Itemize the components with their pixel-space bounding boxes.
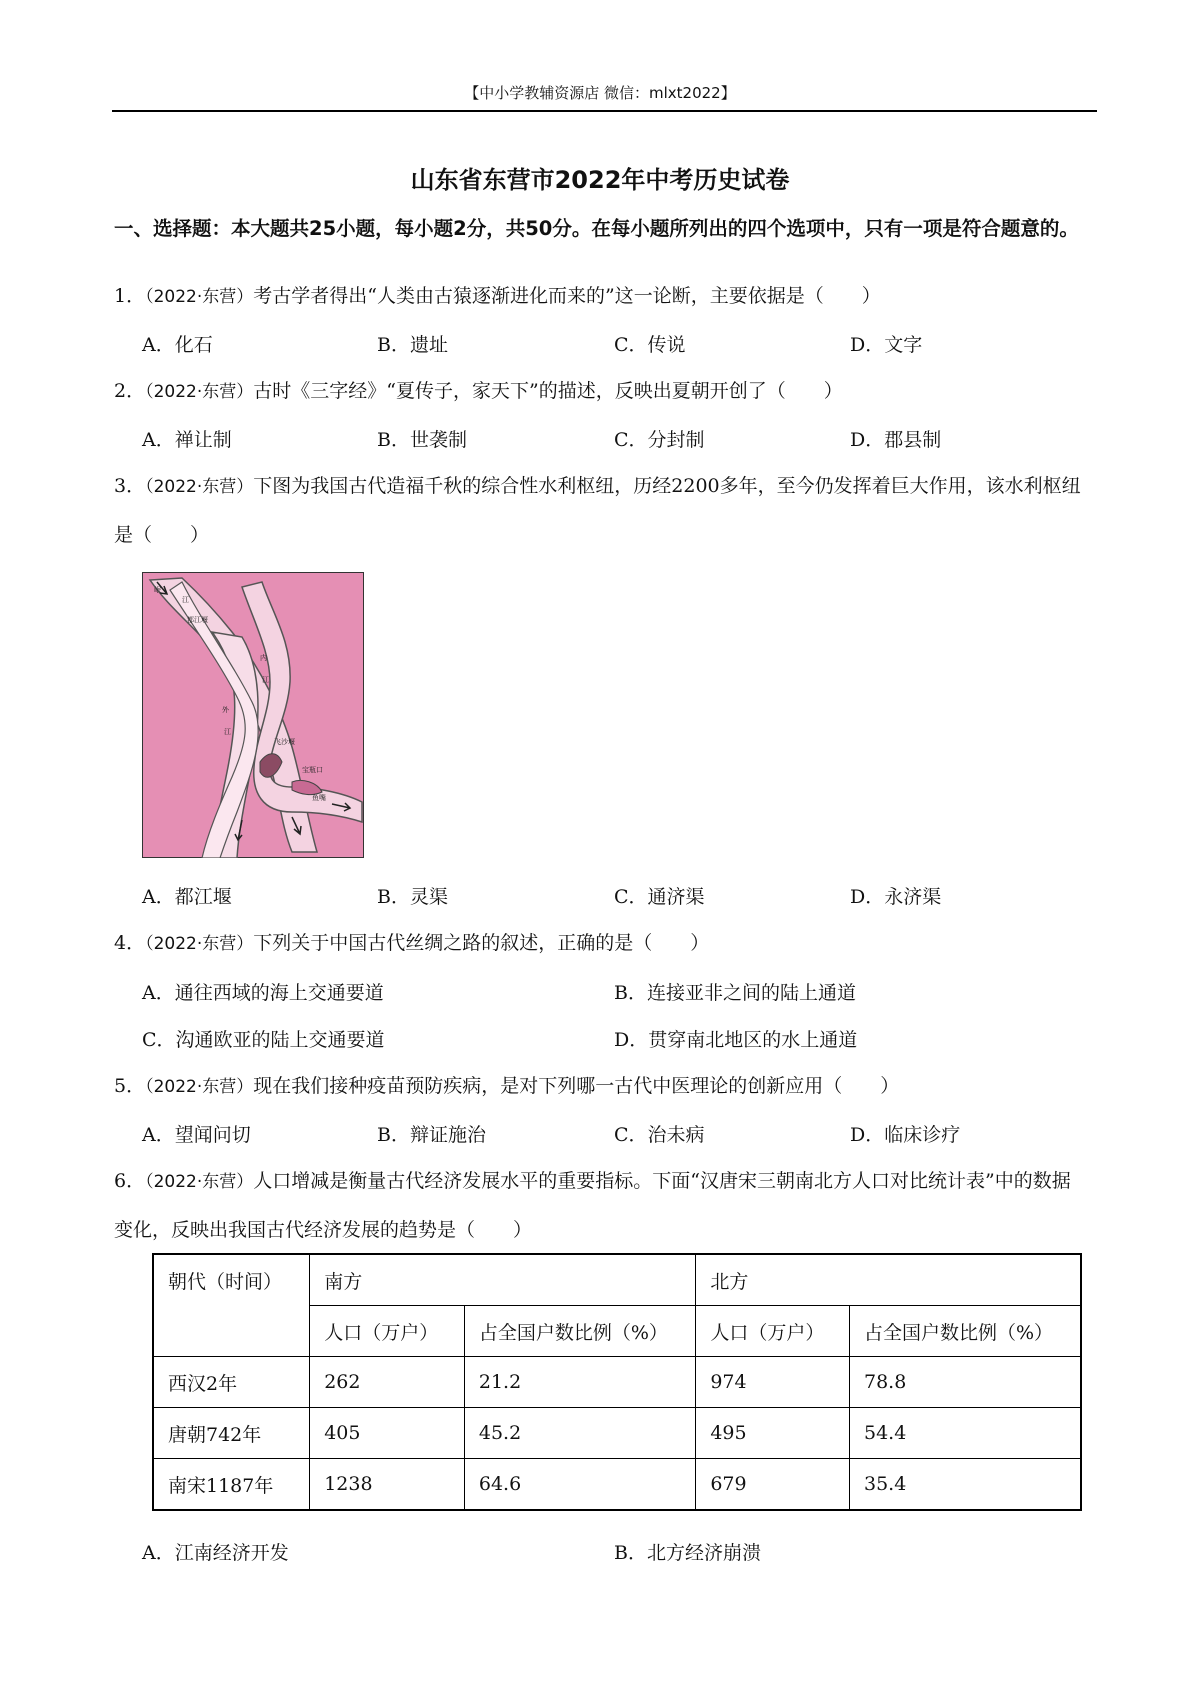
table-subheader: 占全国户数比例（%）: [464, 1306, 695, 1357]
question-number: 3．: [114, 475, 146, 497]
question-stem: 现在我们接种疫苗预防疾病，是对下列哪一古代中医理论的创新应用（ ）: [253, 1075, 900, 1097]
map-label: 江: [262, 676, 269, 684]
map-label: 内: [260, 654, 267, 662]
table-cell: 1238: [310, 1459, 465, 1511]
question-stem: 古时《三字经》“夏传子，家天下”的描述，反映出夏朝开创了（ ）: [253, 380, 843, 402]
question-number: 6．: [114, 1170, 146, 1192]
option-b[interactable]: B．世袭制: [377, 429, 467, 451]
table-subheader: 人口（万户）: [310, 1306, 465, 1357]
option-b[interactable]: B．遗址: [377, 334, 448, 356]
option-a[interactable]: A．化石: [142, 334, 213, 356]
option-c[interactable]: C．通济渠: [614, 886, 705, 908]
map-label: 岷: [154, 586, 161, 594]
question-2: [114, 367, 1089, 416]
question-number: 4．: [114, 932, 146, 954]
option-b[interactable]: B．辩证施治: [377, 1124, 486, 1146]
table-cell: 495: [696, 1408, 850, 1459]
option-c[interactable]: C．沟通欧亚的陆上交通要道: [142, 1029, 385, 1051]
option-a[interactable]: A．望闻问切: [142, 1124, 251, 1146]
question-number: 1．: [114, 285, 146, 307]
question-number: 5．: [114, 1075, 146, 1097]
question-stem: 下图为我国古代造福千秋的综合性水利枢纽，历经2200多年，至今仍发挥着巨大作用，该水利枢纽是（ ）: [114, 475, 1081, 546]
question-4: [114, 919, 1089, 968]
option-a[interactable]: A．都江堰: [142, 886, 232, 908]
table-cell: 西汉2年: [153, 1357, 310, 1408]
table-cell: 679: [696, 1459, 850, 1511]
table-cell: 54.4: [850, 1408, 1082, 1459]
question-6: [114, 1157, 1089, 1254]
table-cell: 78.8: [850, 1357, 1082, 1408]
question-stem: 考古学者得出“人类由古猿逐渐进化而来的”这一论断，主要依据是（ ）: [253, 285, 881, 307]
question-1: [114, 272, 1089, 321]
question-source: （2022·东营）: [145, 934, 254, 954]
option-c[interactable]: C．治未病: [614, 1124, 705, 1146]
page-header: 【中小学教辅资源店 微信：mlxt2022】: [464, 84, 736, 102]
question-source: （2022·东营）: [145, 477, 254, 497]
map-label: 鱼嘴: [312, 794, 326, 802]
question-stem: 下列关于中国古代丝绸之路的叙述，正确的是（ ）: [253, 932, 710, 954]
option-c[interactable]: C．传说: [614, 334, 686, 356]
question-source: （2022·东营）: [145, 287, 254, 307]
table-subheader: 人口（万户）: [696, 1306, 850, 1357]
option-b[interactable]: B．北方经济崩溃: [614, 1542, 761, 1564]
header-divider: [112, 110, 1097, 112]
question-5: [114, 1062, 1089, 1111]
table-cell: 405: [310, 1408, 465, 1459]
question-source: （2022·东营）: [145, 1077, 254, 1097]
table-cell: 64.6: [464, 1459, 695, 1511]
option-d[interactable]: D．文字: [850, 334, 923, 356]
option-d[interactable]: D．郡县制: [850, 429, 942, 451]
dujiangyan-map-figure: [142, 572, 364, 858]
map-label: 飞沙堰: [274, 738, 295, 746]
map-label: 都江堰: [187, 616, 208, 624]
map-label: 江: [182, 596, 189, 604]
table-cell: 45.2: [464, 1408, 695, 1459]
table-row: [153, 1357, 1081, 1408]
option-a[interactable]: A．通往西域的海上交通要道: [142, 982, 384, 1004]
table-group-header-north: 北方: [696, 1254, 1081, 1306]
table-cell: 南宋1187年: [153, 1459, 310, 1511]
table-cell: 唐朝742年: [153, 1408, 310, 1459]
option-a[interactable]: A．江南经济开发: [142, 1542, 289, 1564]
option-a[interactable]: A．禅让制: [142, 429, 232, 451]
question-source: （2022·东营）: [145, 1172, 254, 1192]
population-table: [152, 1253, 1082, 1511]
question-number: 2．: [114, 380, 146, 402]
table-subheader: 占全国户数比例（%）: [850, 1306, 1082, 1357]
question-stem: 人口增减是衡量古代经济发展水平的重要指标。下面“汉唐宋三朝南北方人口对比统计表”中的数据变化，反映出我国古代经济发展的趋势是（ ）: [114, 1170, 1071, 1241]
map-label: 外: [222, 706, 229, 714]
option-b[interactable]: B．连接亚非之间的陆上通道: [614, 982, 856, 1004]
map-label: 江: [224, 728, 231, 736]
table-cell: 974: [696, 1357, 850, 1408]
map-label: 宝瓶口: [302, 766, 323, 774]
table-cell: 262: [310, 1357, 465, 1408]
table-cell: 21.2: [464, 1357, 695, 1408]
table-group-header-south: 南方: [310, 1254, 696, 1306]
exam-title: 山东省东营市2022年中考历史试卷: [410, 166, 790, 194]
table-corner-header: 朝代（时间）: [153, 1254, 310, 1357]
option-b[interactable]: B．灵渠: [377, 886, 448, 908]
option-d[interactable]: D．临床诊疗: [850, 1124, 961, 1146]
option-d[interactable]: D．贯穿南北地区的水上通道: [614, 1029, 858, 1051]
table-row: [153, 1459, 1081, 1511]
section-heading: 一、选择题：本大题共25小题，每小题2分，共50分。在每小题所列出的四个选项中，只有一项是符合题意的。: [114, 217, 1079, 240]
question-3: [114, 462, 1089, 559]
question-source: （2022·东营）: [145, 382, 254, 402]
option-c[interactable]: C．分封制: [614, 429, 705, 451]
option-d[interactable]: D．永济渠: [850, 886, 942, 908]
table-cell: 35.4: [850, 1459, 1082, 1511]
table-row: [153, 1408, 1081, 1459]
